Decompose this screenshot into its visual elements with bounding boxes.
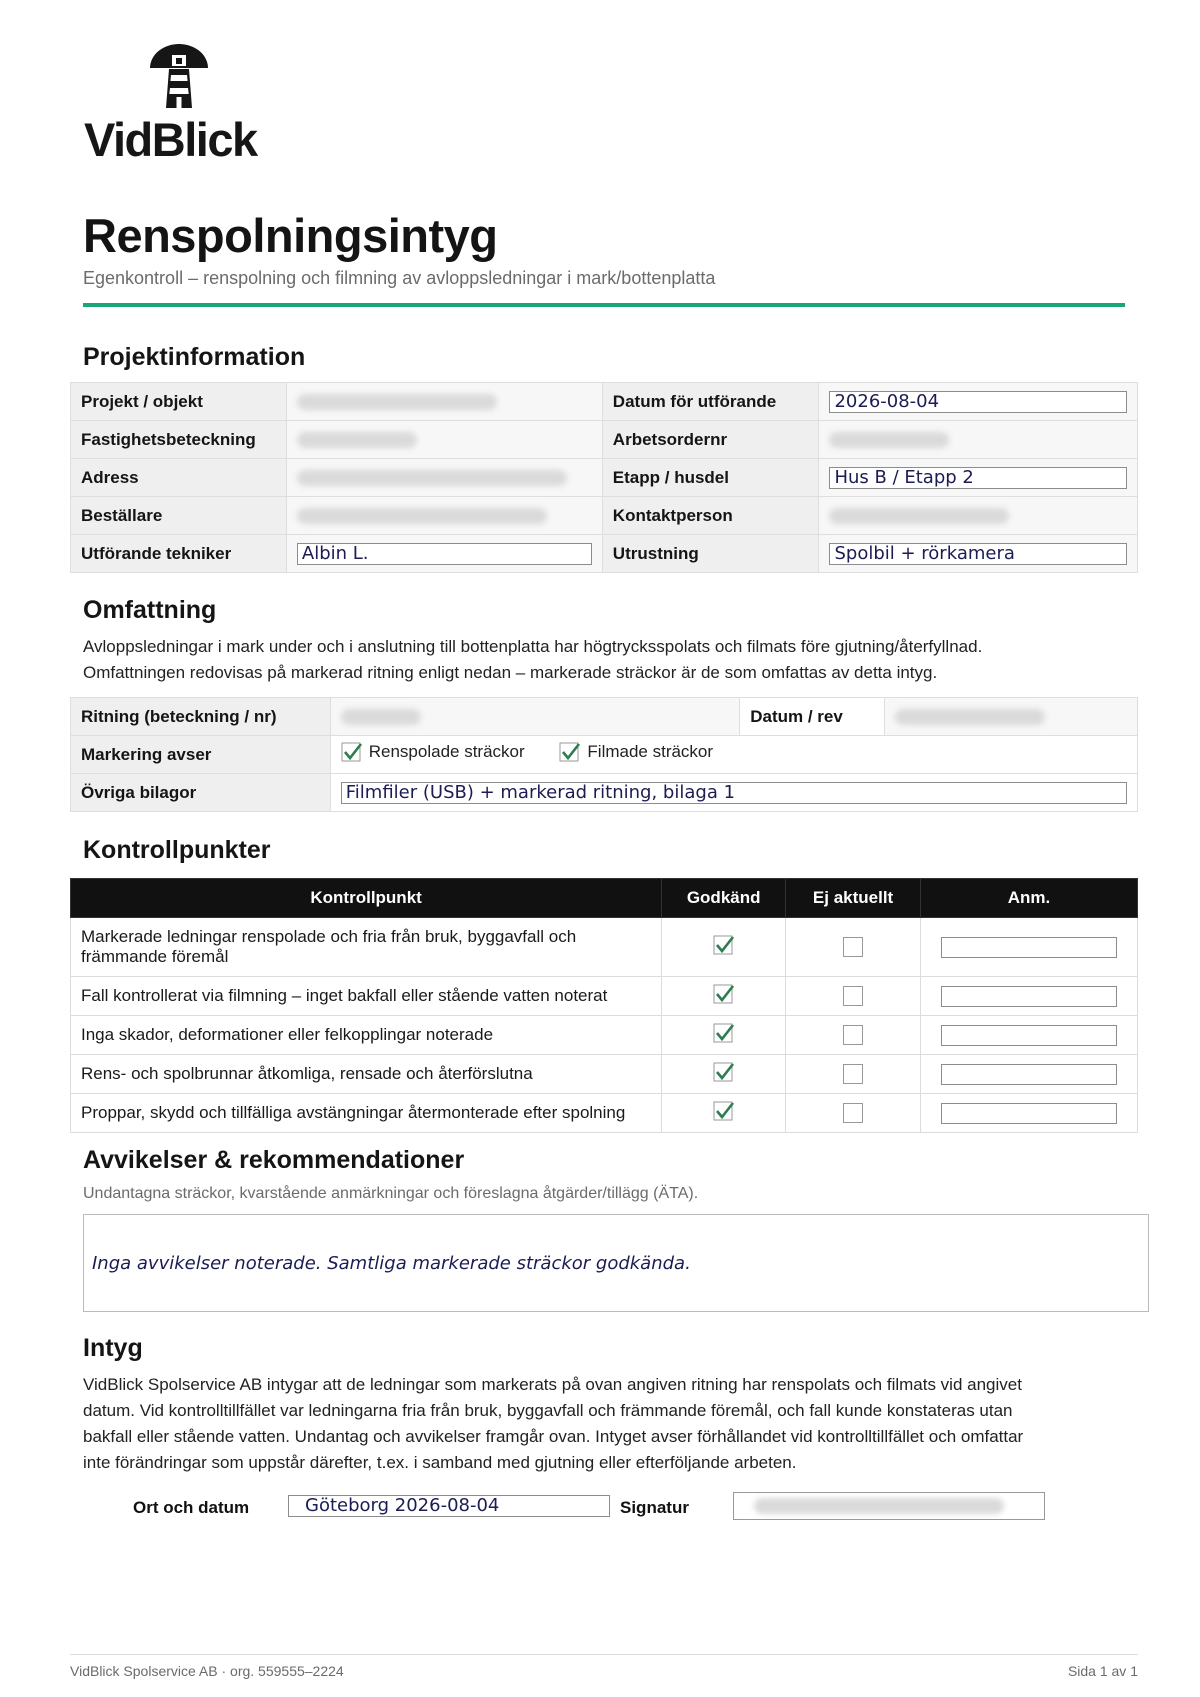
option-label: Filmade sträckor (587, 742, 714, 761)
drawing-label: Ritning (beteckning / nr) (71, 698, 331, 736)
project-row (71, 497, 1138, 535)
deviations-heading: Avvikelser & rekommendationer (83, 1146, 465, 1174)
table-row (71, 1016, 1138, 1055)
work-order-label: Arbetsordernr (602, 421, 819, 459)
scope-heading: Omfattning (83, 596, 217, 624)
attachments-label: Övriga bilagor (71, 774, 331, 812)
certificate-text-line: VidBlick Spolservice AB intygar att de ledningar som markerats på ovan angiven ritning har renspolats och filmats vid angivet (83, 1375, 1022, 1394)
column-header: Kontrollpunkt (71, 879, 662, 918)
signature-redacted (754, 1498, 1004, 1514)
table-row (71, 1055, 1138, 1094)
na-checkbox[interactable] (843, 986, 863, 1006)
remark-field[interactable] (941, 986, 1117, 1007)
project-value-redacted (286, 383, 602, 421)
option-filmed-sections[interactable] (559, 741, 713, 763)
certificate-heading: Intyg (83, 1334, 143, 1362)
project-row (71, 459, 1138, 497)
client-label: Beställare (71, 497, 287, 535)
attachments-field[interactable]: Filmfiler (USB) + markerad ritning, bilaga 1 (341, 782, 1127, 804)
document-title: Renspolningsintyg (83, 209, 498, 262)
na-checkbox[interactable] (843, 1064, 863, 1084)
certificate-text-line: bakfall eller stående vatten. Undantag och avvikelser framgår ovan. Intyget avser förhållandet vid kontrolltillfället och omfattar (83, 1427, 1024, 1446)
signature-label: Signatur (620, 1498, 689, 1517)
column-header: Anm. (921, 879, 1138, 918)
approved-checkbox-checked[interactable] (712, 1060, 736, 1084)
certificate-text (83, 1372, 1023, 1476)
project-row (71, 421, 1138, 459)
approved-checkbox-checked[interactable] (712, 982, 736, 1006)
controls-heading: Kontrollpunkter (83, 836, 271, 864)
contact-label: Kontaktperson (602, 497, 819, 535)
control-point-text: Inga skador, deformationer eller felkopplingar noterade (71, 1016, 662, 1055)
scope-text-line: Omfattningen redovisas på markerad ritning enligt nedan – markerade sträckor är de som omfattas av detta intyg. (83, 663, 938, 682)
address-value-redacted (286, 459, 602, 497)
approved-checkbox-checked[interactable] (712, 1099, 736, 1123)
drawing-row (71, 698, 1138, 736)
place-date-label: Ort och datum (133, 1498, 250, 1517)
footer-divider (70, 1654, 1138, 1655)
certificate-text-line: inte förändringar som uppstår därefter, t.ex. i samband med gjutning eller efterföljande arbeten. (83, 1453, 797, 1472)
execution-date-field[interactable]: 2026-08-04 (829, 391, 1127, 413)
controls-header-row (71, 879, 1138, 918)
deviations-hint: Undantagna sträckor, kvarstående anmärkningar och föreslagna åtgärder/tillägg (ÄTA). (83, 1185, 699, 1202)
approved-checkbox-checked[interactable] (712, 933, 736, 957)
scope-text (83, 634, 982, 686)
option-flushed-sections[interactable] (341, 741, 525, 763)
table-row (71, 977, 1138, 1016)
controls-table (70, 878, 1138, 1133)
table-row (71, 1094, 1138, 1133)
marking-row (71, 736, 1138, 774)
date-rev-label: Datum / rev (740, 698, 885, 736)
deviations-textarea[interactable] (83, 1214, 1149, 1312)
na-checkbox[interactable] (843, 1103, 863, 1123)
drawing-value-redacted (330, 698, 739, 736)
remark-field[interactable] (941, 1064, 1117, 1085)
column-header: Ej aktuellt (786, 879, 921, 918)
technician-label: Utförande tekniker (71, 535, 287, 573)
project-heading: Projektinformation (83, 343, 306, 371)
equipment-field[interactable]: Spolbil + rörkamera (829, 543, 1127, 565)
remark-field[interactable] (941, 1025, 1117, 1046)
approved-checkbox-checked[interactable] (712, 1021, 736, 1045)
deviations-text: Inga avvikelser noterade. Samtliga markerade sträckor godkända. (92, 1253, 691, 1274)
lighthouse-icon (148, 44, 210, 110)
na-checkbox[interactable] (843, 937, 863, 957)
column-header: Godkänd (662, 879, 786, 918)
execution-date-label: Datum för utförande (602, 383, 819, 421)
technician-field[interactable]: Albin L. (297, 543, 592, 565)
project-table (70, 382, 1138, 573)
remark-field[interactable] (941, 1103, 1117, 1124)
remark-field[interactable] (941, 937, 1117, 958)
control-point-text: Fall kontrollerat via filmning – inget bakfall eller stående vatten noterat (71, 977, 662, 1016)
title-divider (83, 303, 1125, 307)
checkmark-icon (341, 741, 363, 763)
control-point-text: Proppar, skydd och tillfälliga avstängningar återmonterade efter spolning (71, 1094, 662, 1133)
property-value-redacted (286, 421, 602, 459)
project-label: Projekt / objekt (71, 383, 287, 421)
brand-wordmark: VidBlick (84, 113, 257, 166)
address-label: Adress (71, 459, 287, 497)
option-label: Renspolade sträckor (368, 742, 525, 761)
stage-label: Etapp / husdel (602, 459, 819, 497)
checkmark-icon (559, 741, 581, 763)
na-checkbox[interactable] (843, 1025, 863, 1045)
project-row (71, 383, 1138, 421)
contact-value-redacted (819, 497, 1138, 535)
work-order-value-redacted (819, 421, 1138, 459)
marking-label: Markering avser (71, 736, 331, 774)
control-point-text: Rens- och spolbrunnar åtkomliga, rensade och återförslutna (71, 1055, 662, 1094)
property-label: Fastighetsbeteckning (71, 421, 287, 459)
attachments-row (71, 774, 1138, 812)
date-rev-value-redacted (885, 698, 1138, 736)
signature-field[interactable] (733, 1492, 1045, 1520)
place-date-field[interactable]: Göteborg 2026-08-04 (288, 1495, 610, 1517)
client-value-redacted (286, 497, 602, 535)
stage-field[interactable]: Hus B / Etapp 2 (829, 467, 1127, 489)
footer-page-number: Sida 1 av 1 (1067, 1663, 1138, 1679)
scope-table (70, 697, 1138, 812)
certificate-text-line: datum. Vid kontrolltillfället var ledningarna fria från bruk, byggavfall och främmande föremål, och fall kunde konstateras utan (83, 1401, 1013, 1420)
control-point-text: Markerade ledningar renspolade och fria från bruk, byggavfall och främmande föremål (71, 918, 662, 977)
scope-text-line: Avloppsledningar i mark under och i anslutning till bottenplatta har högtrycksspolats och filmats före gjutning/återfyllnad. (83, 637, 983, 656)
footer-company: VidBlick Spolservice AB · org. 559555–2224 (70, 1663, 344, 1679)
equipment-label: Utrustning (602, 535, 819, 573)
document-subtitle: Egenkontroll – renspolning och filmning av avloppsledningar i mark/bottenplatta (83, 268, 716, 288)
table-row (71, 918, 1138, 977)
brand-logo (84, 44, 284, 164)
project-row (71, 535, 1138, 573)
